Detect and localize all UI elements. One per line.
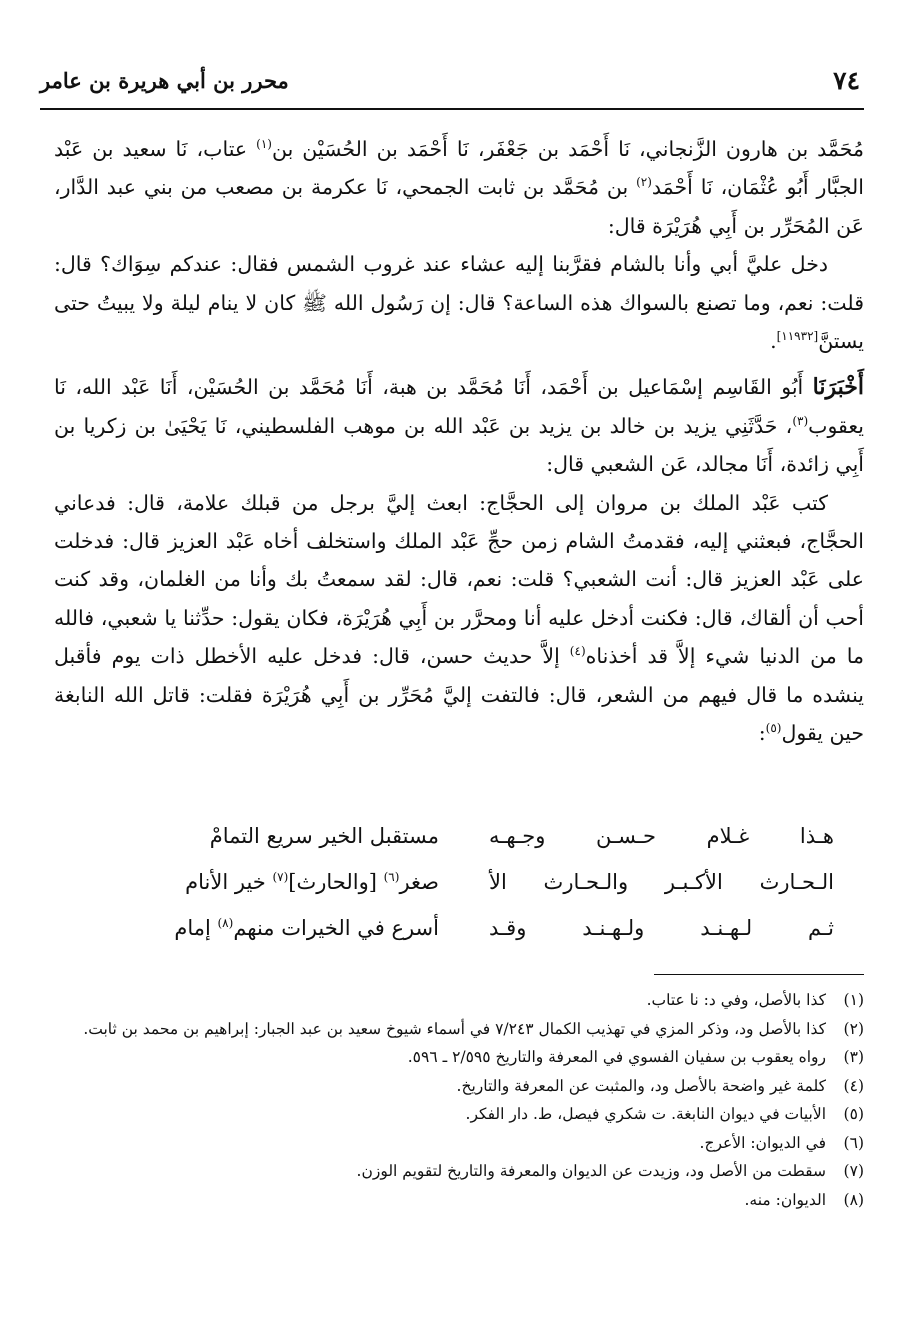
paragraph-isnad-1 — [54, 130, 864, 245]
hadith-number: [١١٩٣٢] — [776, 329, 819, 344]
akhbarana-lead: أَخْبَرَنَا — [812, 374, 864, 401]
poem — [94, 824, 834, 962]
footnote-item — [49, 1102, 864, 1128]
page-number: ٧٤ — [833, 66, 860, 95]
header-rule — [40, 108, 864, 110]
text-run: أسرع في الخيرات منهم — [233, 916, 439, 940]
footnote-number: (٣) — [843, 1048, 864, 1066]
hemistich-first: ثـم لـهـنـد ولـهـنـد وقـد — [489, 916, 834, 940]
footnote-item — [49, 1074, 864, 1100]
footnote-text: الديوان: منه. — [744, 1190, 826, 1209]
footnote-ref-1: (١) — [256, 137, 272, 152]
footnote-text: كذا بالأصل، وفي د: نا عتاب. — [646, 991, 826, 1009]
footnote-item — [49, 1017, 864, 1043]
footnote-number: (٢) — [843, 1019, 864, 1038]
text-run: دخل عليَّ أبي وأنا بالشام فقرَّبنا إليه عشاء عند غروب الشمس فقال: عندكم سِوَاك؟ قال: قلت: نعم، وما تصنع بالسواك هذه الساعة؟ قال: إن رَسُول الله ﷺ كان لا ينام ليلة ولا يبيتُ حتى يستنَّ — [54, 252, 864, 354]
footnote-number: (٤) — [843, 1076, 864, 1095]
footnote-ref-7: (٧) — [272, 870, 289, 884]
footnote-separator — [654, 974, 864, 975]
footnote-text: في الديوان: الأعرج. — [699, 1133, 826, 1152]
running-title: محرر بن أبي هريرة بن عامر — [40, 68, 289, 93]
footnote-item — [49, 1188, 864, 1214]
text-run: مُحَمَّد بن هارون الزَّنجاني، نَا أَحْمَد بن جَعْفَر، نَا أَحْمَد بن الحُسَيْن بن — [271, 137, 864, 161]
footnote-ref-6: (٦) — [383, 870, 400, 884]
text-run: بن مُحَمَّد بن ثابت الجمحي، نَا عكرمة بن مصعب من بني عبد الدَّار، عَن المُحَرِّر بن أَبِي هُرَيْرَة قال: — [54, 175, 864, 238]
paragraph-hadith-siwak — [54, 245, 864, 360]
text-run: عتاب، نَا سعيد بن عَبْد الجبَّار أَبُو عُثْمَان، نَا أَحْمَد — [54, 137, 864, 200]
text-run: : — [758, 721, 766, 746]
hemistich-first: هـذا غـلام حـسـن وجـهـه — [489, 824, 834, 848]
verse-2 — [94, 870, 834, 916]
text-run: إلاَّ حديث حسن، قال: فدخل عليه الأخطل ذات يوم فأقبل ينشده ما قال فيهم من الشعر، قال: فالتفت إليَّ مُحَرِّر بن أَبِي هُرَيْرَة فقلت: قاتل الله النابغة حين يقول — [54, 644, 864, 746]
hemistich-second — [94, 916, 439, 940]
footnote-item — [49, 1045, 864, 1071]
page-header — [40, 66, 860, 106]
footnote-text: رواه يعقوب بن سفيان الفسوي في المعرفة والتاريخ ٢/٥٩٥ ـ ٥٩٦. — [407, 1048, 826, 1066]
paragraph-shabi-story — [54, 484, 864, 753]
text-run: كتب عَبْد الملك بن مروان إلى الحجَّاج: ابعث إليَّ برجل من قبلك علامة، قال: فدعاني الحجَّاج، فبعثني إليه، فقدمتُ الشام زمن حجِّ عَبْد الملك واستخلف أخاه عَبْد العزيز قال: فدخلت على عَبْد العزيز قال: أنت الشعبي؟ قلت: نعم، قال: لقد سمعتُ بك وأنا من الغلمان، وقد كنت أحب أن ألقاك، قال: فكنت أدخل عليه أنا ومحرَّر بن أَبِي هُرَيْرَة، فكان يقول: حدِّثنا يا شعبي، فالله ما من الدنيا شيء إلاَّ قد أخذناه — [54, 490, 864, 669]
text-run: صغر — [399, 870, 439, 894]
footnote-item — [49, 1159, 864, 1185]
text-run: خير الأنام — [185, 870, 273, 894]
footnote-item — [49, 1131, 864, 1157]
footnote-number: (٧) — [843, 1162, 864, 1180]
footnotes — [49, 988, 864, 1216]
footnote-ref-5: (٥) — [765, 721, 782, 736]
text-run: . — [770, 329, 777, 354]
footnote-number: (٨) — [843, 1190, 864, 1209]
text-run: أَبُو القَاسِم إسْمَاعيل بن أَحْمَد، أَنَا مُحَمَّد بن هبة، أَنَا مُحَمَّد بن الحُسَيْن، أَنَا عَبْد الله، نَا يعقوب — [54, 375, 864, 438]
footnote-text: كلمة غير واضحة بالأصل ود، والمثبت عن المعرفة والتاريخ. — [456, 1076, 826, 1095]
footnote-number: (٦) — [843, 1133, 864, 1152]
footnote-ref-8: (٨) — [217, 916, 234, 930]
footnote-text: سقطت من الأصل ود، وزيدت عن الديوان والمعرفة والتاريخ لتقويم الوزن. — [356, 1162, 826, 1180]
text-run: ، حَدَّثَنِي يزيد بن خالد بن يزيد بن عَبْد الله بن موهب الفلسطيني، نَا يَحْيَىٰ بن زكريا بن أَبِي زائدة، أَنَا مجالد، عَن الشعبي قال: — [54, 413, 864, 477]
footnote-number: (١) — [843, 991, 864, 1009]
paragraph-isnad-2 — [54, 368, 864, 483]
hemistich-first: الـحـارث الأكـبـر والـحـارث الأ — [489, 870, 834, 894]
verse-1 — [94, 824, 834, 870]
footnote-ref-3: (٣) — [792, 414, 809, 429]
footnote-text: الأبيات في ديوان النابغة. ت شكري فيصل، ط. دار الفكر. — [465, 1105, 826, 1123]
footnote-number: (٥) — [843, 1105, 864, 1123]
footnote-item — [49, 988, 864, 1014]
hemistich-second: مستقبل الخير سريع التمامْ — [209, 824, 439, 848]
footnote-ref-4: (٤) — [569, 644, 586, 659]
text-run: إمام — [174, 916, 218, 940]
footnote-ref-2: (٢) — [636, 175, 652, 190]
footnote-text: كذا بالأصل ود، وذكر المزي في تهذيب الكمال ٧/٢٤٣ في أسماء شيوخ سعيد بن عبد الجبار: إبراهيم بن محمد بن ثابت. — [83, 1019, 826, 1038]
hemistich-second — [94, 870, 439, 894]
text-run: [والحارث] — [288, 870, 384, 894]
main-text — [54, 130, 864, 753]
verse-3 — [94, 916, 834, 962]
